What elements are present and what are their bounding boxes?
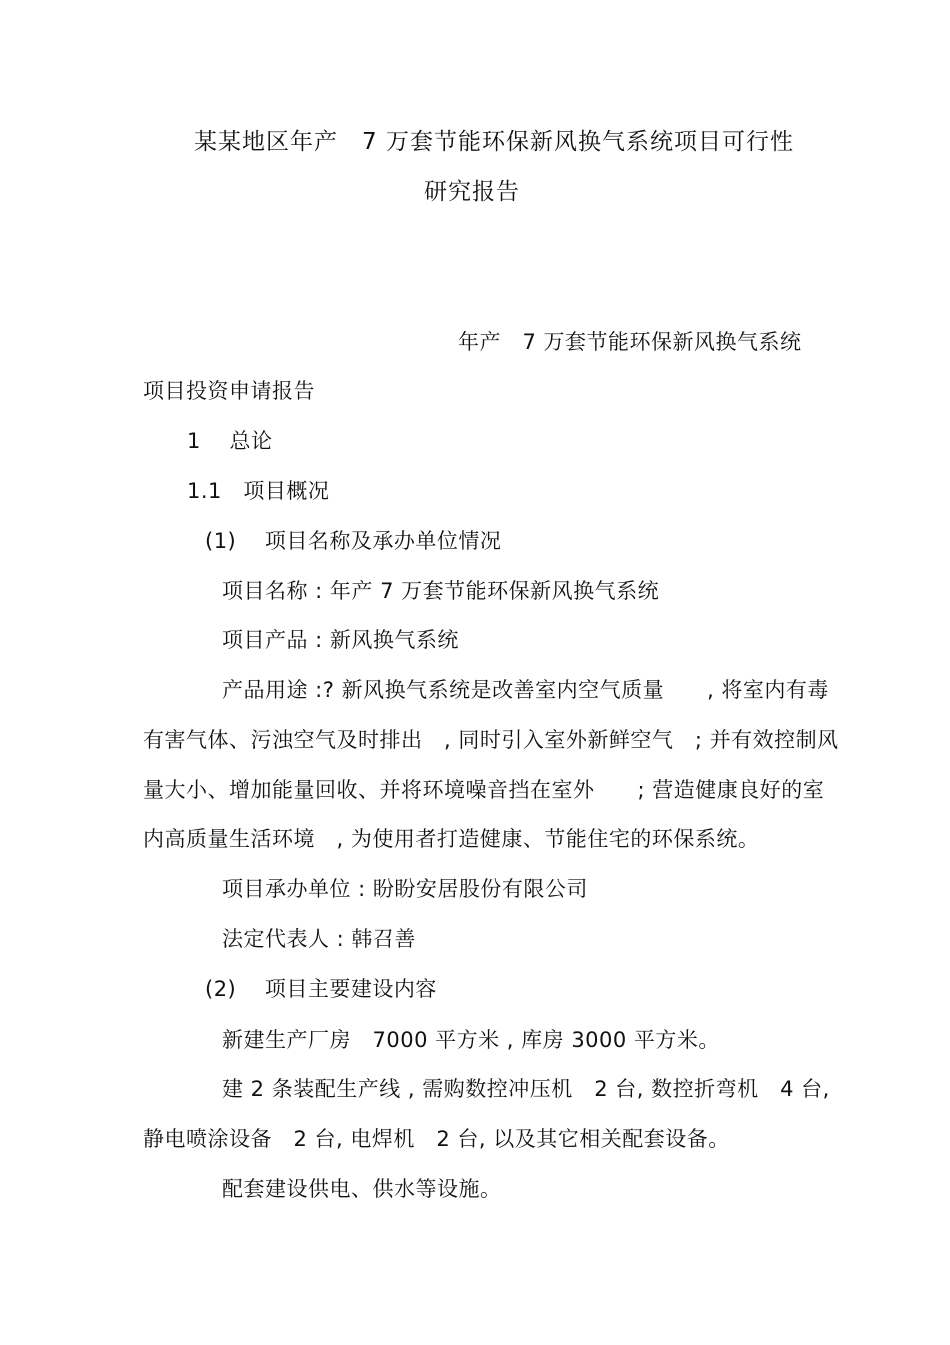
- report-title-line-2: 研究报告: [424, 179, 520, 205]
- report-title-line-1: 某某地区年产 7 万套节能环保新风换气系统项目可行性: [194, 129, 794, 155]
- subtitle-right: 年产 7 万套节能环保新风换气系统: [458, 330, 802, 354]
- product-usage-line-3: 量大小、增加能量回收、并将环境噪音挡在室外 ; 营造健康良好的室: [143, 778, 825, 802]
- product-usage-line-4: 内高质量生活环境 , 为使用者打造健康、节能住宅的环保系统。: [143, 827, 760, 851]
- project-organizer: 项目承办单位 : 盼盼安居股份有限公司: [222, 877, 588, 901]
- item-heading-2: (2) 项目主要建设内容: [205, 977, 437, 1001]
- construction-content-3: 配套建设供电、供水等设施。: [222, 1177, 502, 1201]
- construction-content-2-line-2: 静电喷涂设备 2 台, 电焊机 2 台, 以及其它相关配套设备。: [143, 1127, 730, 1151]
- construction-content-1: 新建生产厂房 7000 平方米 , 库房 3000 平方米。: [222, 1028, 720, 1052]
- subtitle-left: 项目投资申请报告: [143, 379, 315, 403]
- project-product: 项目产品 : 新风换气系统: [222, 628, 459, 652]
- section-heading-1: 1 总论: [187, 429, 273, 453]
- product-usage-line-2: 有害气体、污浊空气及时排出 , 同时引入室外新鲜空气 ; 并有效控制风: [143, 728, 839, 752]
- item-heading-1: (1) 项目名称及承办单位情况: [205, 529, 502, 553]
- legal-representative: 法定代表人 : 韩召善: [222, 927, 416, 951]
- product-usage-line-1: 产品用途 :? 新风换气系统是改善室内空气质量 , 将室内有毒: [222, 678, 829, 702]
- project-name: 项目名称 : 年产 7 万套节能环保新风换气系统: [222, 579, 660, 603]
- construction-content-2-line-1: 建 2 条装配生产线 , 需购数控冲压机 2 台, 数控折弯机 4 台,: [222, 1077, 830, 1101]
- section-heading-1-1: 1.1 项目概况: [187, 479, 330, 503]
